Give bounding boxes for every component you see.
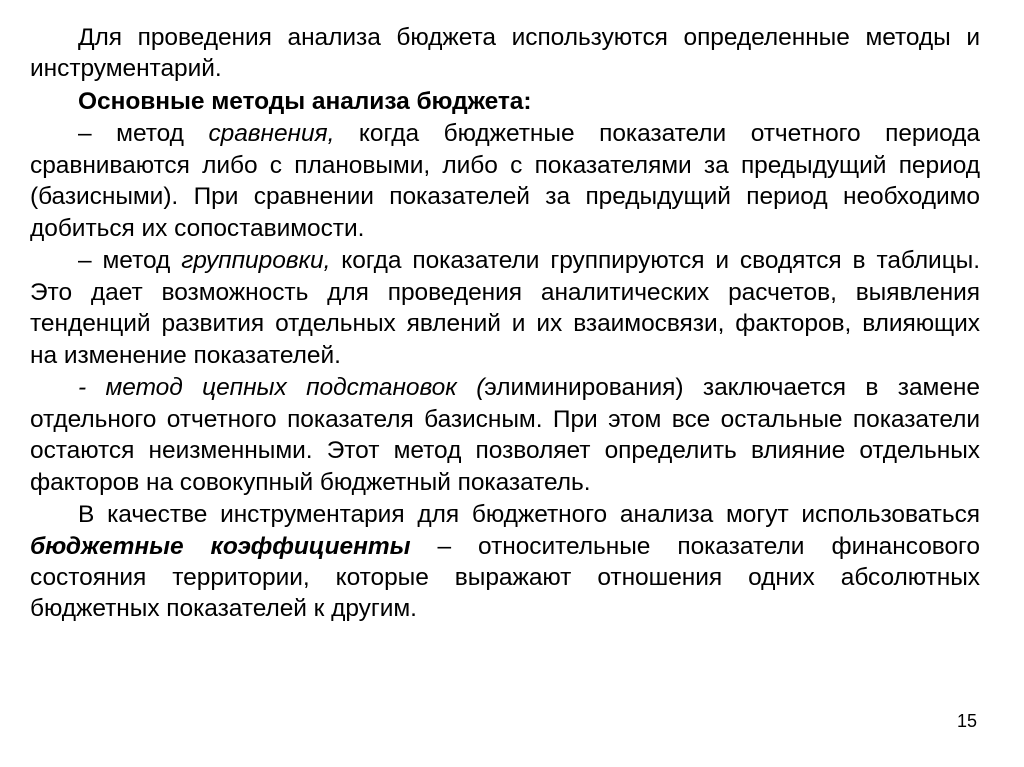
text-run-bold-italic: бюджетные коэффициенты	[30, 532, 411, 560]
paragraph-method-chain-substitution	[30, 372, 980, 498]
text-run: когда бюджетные показатели отчетного периода сравниваются либо с плановыми, либо с показателями за предыдущий период (базисными). При сравнении показателей за предыдущий период необходимо добиться их сопоставимости.	[30, 120, 980, 242]
text-run: – метод	[78, 120, 209, 148]
text-run-italic: - метод цепных подстановок (	[78, 374, 485, 402]
paragraph-heading-methods	[30, 86, 980, 117]
text-run-italic: группировки,	[181, 247, 331, 275]
text-run-bold: Основные методы анализа бюджета:	[78, 87, 532, 115]
text-run: когда показатели группируются и сводятся в таблицы. Это дает возможность для проведения аналитических расчетов, выявления тенденций развития отдельных явлений и их взаимосвязи, факторов, влияющих на изменение показателей.	[30, 247, 980, 369]
paragraph-method-grouping	[30, 245, 980, 371]
text-run: Для проведения анализа бюджета используются определенные методы и инструментарий.	[30, 24, 980, 83]
text-run: элиминирования) заключается в замене отдельного отчетного показателя базисным. При этом все остальные показатели остаются неизменными. Этот метод позволяет определить влияние отдельных факторов на совокупный бюджетный показатель.	[30, 374, 980, 496]
paragraph-budget-coefficients	[30, 499, 980, 625]
text-run: В качестве инструментария для бюджетного анализа могут использоваться	[78, 501, 980, 529]
page-number: 15	[956, 711, 977, 731]
paragraph-method-comparison	[30, 118, 980, 244]
slide-body	[30, 22, 980, 625]
paragraph-intro	[30, 22, 980, 85]
text-run: – метод	[78, 247, 182, 275]
text-run-italic: сравнения,	[208, 120, 335, 148]
text-run: – относительные показатели финансового состояния территории, которые выражают отношения одних абсолютных бюджетных показателей к другим.	[30, 532, 980, 623]
